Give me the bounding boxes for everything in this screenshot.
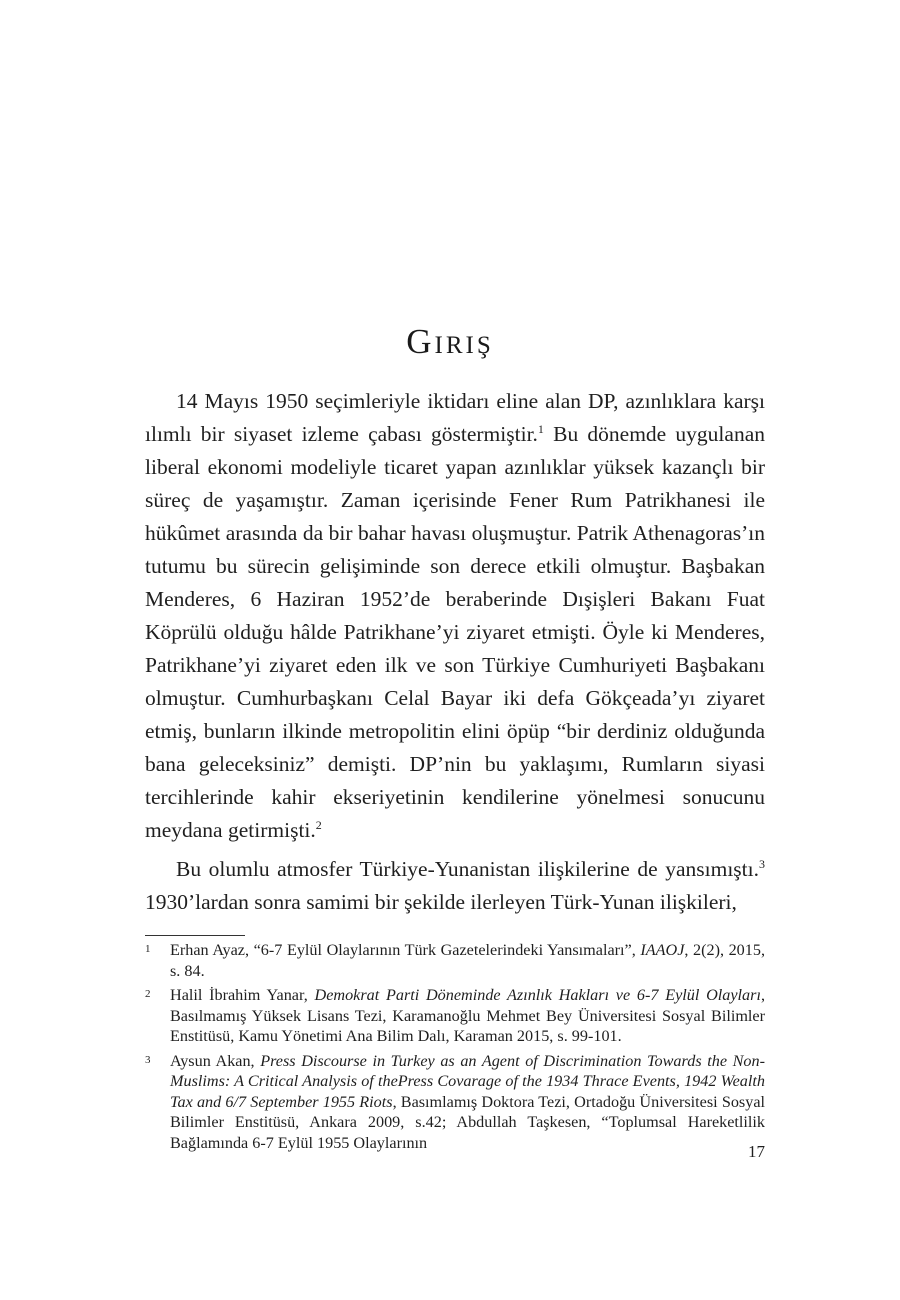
footnotes bbox=[145, 940, 765, 1157]
footnote-divider bbox=[145, 935, 245, 936]
chapter-title: Giriş bbox=[406, 322, 494, 361]
paragraph-2-text: Bu olumlu atmosfer Türkiye-Yunanistan ilişkilerine de yansımıştı. bbox=[176, 857, 759, 881]
footnote-text bbox=[170, 940, 765, 981]
footnote-text bbox=[170, 985, 765, 1047]
footnote-ref-1[interactable]: 1 bbox=[537, 421, 544, 436]
footnote-text-part: Erhan Ayaz, “6-7 Eylül Olaylarının Türk Gazetelerindeki Yansımaları”, bbox=[170, 941, 641, 959]
footnote-ref-3[interactable]: 3 bbox=[759, 856, 765, 871]
footnote-text-part: Halil İbrahim Yanar, bbox=[170, 986, 315, 1004]
footnote-text-part: , Basımlamış Doktora Tezi, Ortadoğu Üniversitesi Sosyal Bilimler Enstitüsü, Ankara 2009, s.42; Abdullah Taşkesen, “Toplumsal Hareketlilik Bağlamında 6-7 Eylül 1955 Olaylarının bbox=[170, 1092, 765, 1152]
footnote-text-part: , Basılmamış Yüksek Lisans Tezi, Karamanoğlu Mehmet Bey Üniversitesi Sosyal Bilimler Enstitüsü, Kamu Yönetimi Ana Bilim Dalı, Karaman 2015, s. 99-101. bbox=[170, 986, 765, 1045]
paragraph-2-text-cont: 1930’lardan sonra samimi bir şekilde ilerleyen Türk-Yunan ilişkileri, bbox=[145, 890, 737, 914]
footnote-3 bbox=[145, 1051, 765, 1154]
footnote-italic-title: IAAOJ bbox=[640, 941, 685, 959]
footnote-text-part: Aysun Akan, bbox=[170, 1051, 261, 1070]
paragraph-1 bbox=[145, 385, 765, 847]
footnote-italic-title: Press Discourse in Turkey as an Agent of Discrimination Towards the Non-Muslims: A Critical Analysis of thePress Covarage of the 1934 Thrace Events, 1942 Wealth Tax and 6/7 September 1955 Riots bbox=[170, 1051, 765, 1111]
footnote-italic-title: Demokrat Parti Döneminde Azınlık Hakları ve 6-7 Eylül Olayları bbox=[314, 986, 761, 1004]
paragraph-2 bbox=[145, 853, 765, 919]
body-text bbox=[145, 385, 765, 925]
footnote-2 bbox=[145, 985, 765, 1047]
footnote-number: 2 bbox=[145, 988, 151, 1000]
paragraph-1-text: 14 Mayıs 1950 seçimleriyle iktidarı eline alan DP, azınlıklara karşı ılımlı bir siyaset izleme çabası göstermiştir. bbox=[145, 389, 765, 446]
footnote-number: 3 bbox=[145, 1053, 151, 1066]
footnote-1 bbox=[145, 940, 765, 981]
footnote-text-part: , 2(2), 2015, s. 84. bbox=[170, 941, 766, 980]
footnote-ref-2[interactable]: 2 bbox=[315, 817, 322, 832]
page-number: 17 bbox=[748, 1142, 765, 1161]
paragraph-1-text-cont: Bu dönemde uygulanan liberal ekonomi modeliyle ticaret yapan azınlıklar yüksek kazançlı bir süreç de yaşamıştır. Zaman içerisinde Fener Rum Patrikhanesi ile hükûmet arasında da bir bahar havası oluşmuştur. Patrik Athenagoras’ın tutumu bu sürecin gelişiminde son derece etkili olmuştur. Başbakan Menderes, 6 Haziran 1952’de beraberinde Dışişleri Bakanı Fuat Köprülü olduğu hâlde Patrikhane’yi ziyaret etmişti. Öyle ki Menderes, Patrikhane’yi ziyaret eden ilk ve son Türkiye Cumhuriyeti Başbakanı olmuştur. Cumhurbaşkanı Celal Bayar iki defa Gökçeada’yı ziyaret etmiş, bunların ilkinde metropolitin elini öpüp “bir derdiniz olduğunda bana geleceksiniz” demişti. DP’nin bu yaklaşımı, Rumların siyasi tercihlerinde kahir ekseriyetinin kendilerine yönelmesi sonucunu meydana getirmişti. bbox=[145, 422, 765, 842]
footnote-text bbox=[170, 1051, 765, 1154]
footnote-number: 1 bbox=[145, 943, 151, 955]
